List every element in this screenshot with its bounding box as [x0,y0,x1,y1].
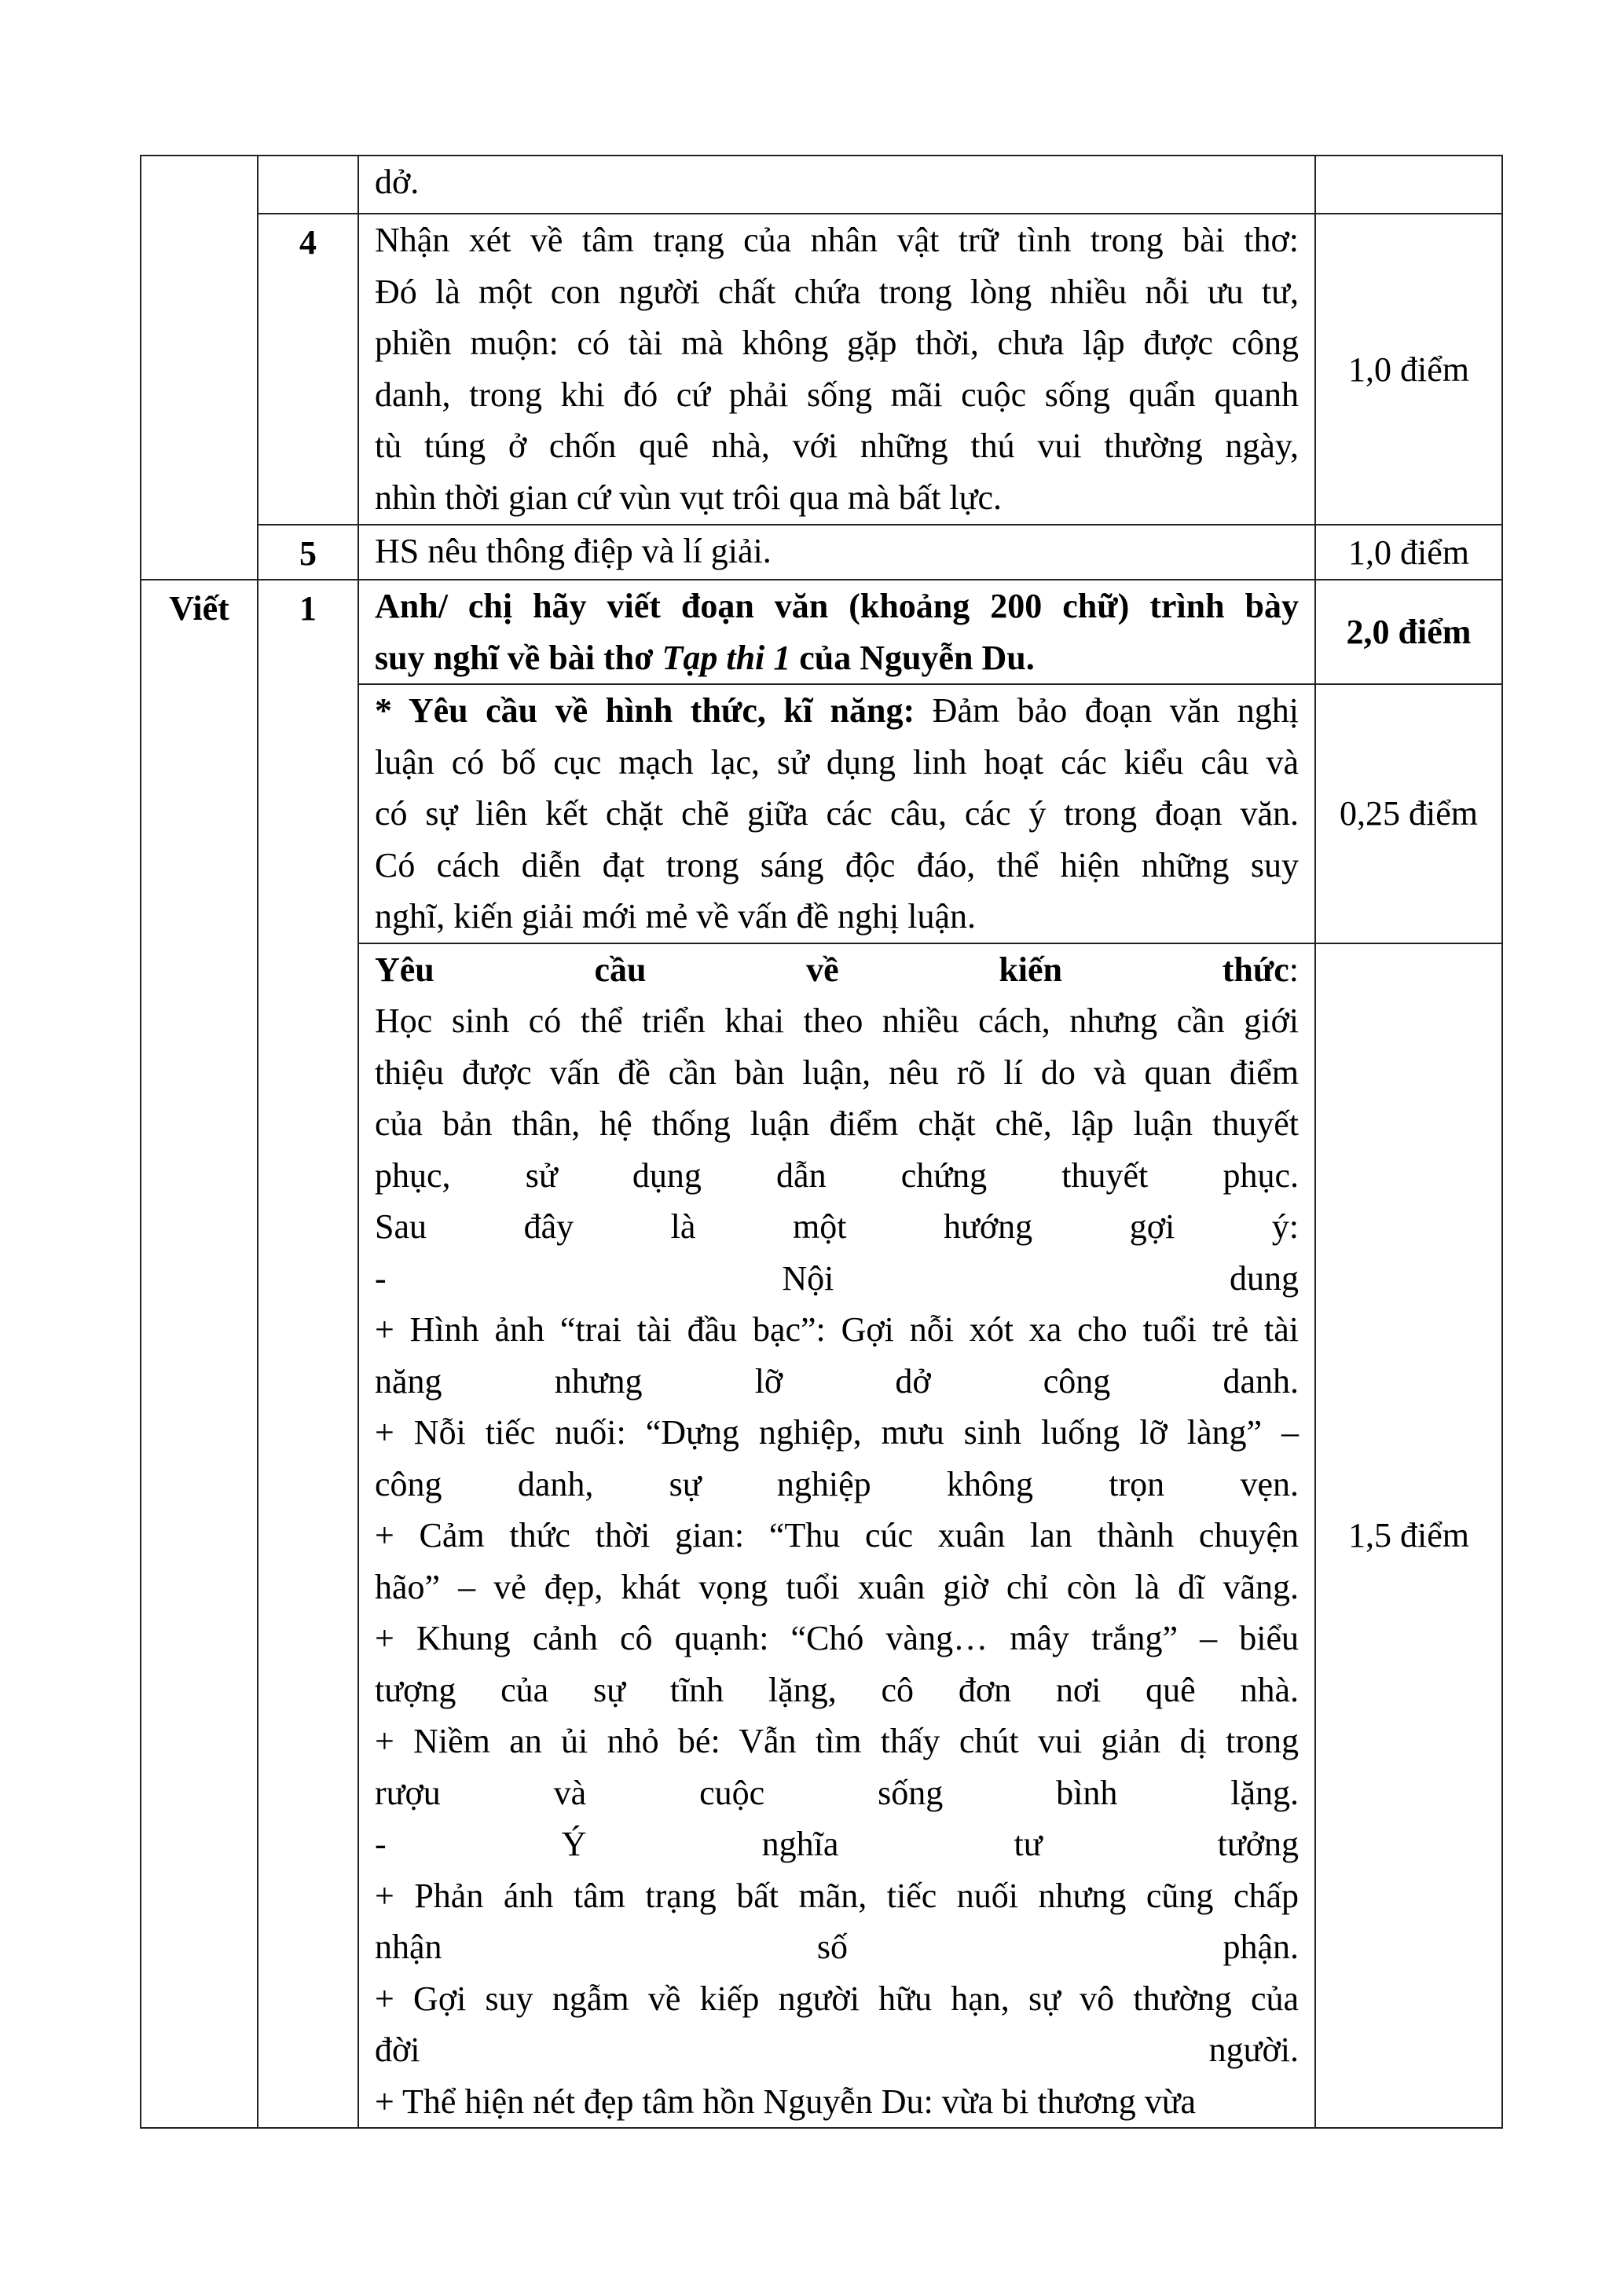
answer-line [375,1201,1299,1253]
table-row [141,580,1502,684]
answer-line [375,1562,1299,1613]
question-number: 1 [258,580,358,2128]
text-segment: Yêu cầu về kiến thức [375,950,1289,989]
text-segment: công danh, sự nghiệp không trọn vẹn. [375,1464,1299,1503]
text-segment: của Nguyễn Du. [790,638,1035,677]
text-segment: năng nhưng lỡ dở công danh. [375,1361,1299,1401]
answer-line [375,472,1299,524]
text-segment: + Nỗi tiếc nuối: “Dựng nghiệp, mưu sinh luống lỡ làng” – [375,1413,1299,1452]
text-segment: đời người. [375,2031,1299,2069]
text-segment: phiền muộn: có tài mà không gặp thời, chưa lập được công [375,324,1299,362]
text-segment: + Khung cảnh cô quạnh: “Chó vàng… mây trắng” – biểu [375,1619,1299,1657]
text-segment: của bản thân, hệ thống luận điểm chặt chẽ, lập luận thuyết [375,1104,1299,1143]
text-segment: suy nghĩ về bài thơ [375,638,662,677]
text-segment: Tạp thi 1 [662,638,791,677]
answer-line [375,369,1299,421]
question-number: 5 [258,525,358,580]
text-segment: - Nội dung [375,1258,1299,1298]
score-cell: 2,0 điểm [1315,580,1502,684]
answer-line [375,1407,1299,1459]
text-segment: rượu và cuộc sống bình lặng. [375,1773,1299,1812]
score-cell: 0,25 điểm [1315,684,1502,943]
text-segment: Học sinh có thể triển khai theo nhiều cách, nhưng cần giới [375,1002,1299,1040]
text-segment: danh, trong khi đó cứ phải sống mãi cuộc sống quẩn quanh [375,375,1299,414]
answer-line [375,317,1299,369]
answer-line [375,1304,1299,1356]
text-segment: Có cách diễn đạt trong sáng độc đáo, thể hiện những suy [375,845,1299,884]
question-number [258,156,358,214]
answer-line [375,2076,1299,2128]
text-segment: - Ý nghĩa tư tưởng [375,1825,1299,1863]
answer-line [375,1767,1299,1819]
answer-content [358,156,1315,214]
answer-line [375,891,1299,943]
score-cell: 1,5 điểm [1315,943,1502,2129]
section-cell [141,156,258,580]
answer-line [375,1613,1299,1664]
text-segment: tượng của sự tĩnh lặng, cô đơn nơi quê nhà. [375,1670,1299,1709]
grading-table [140,155,1503,2129]
text-segment: + Cảm thức thời gian: “Thu cúc xuân lan thành chuyện [375,1516,1299,1554]
text-segment: nhìn thời gian cứ vùn vụt trôi qua mà bất lực. [375,478,1003,517]
answer-line [375,580,1299,632]
section-cell: Viết [141,580,258,2128]
question-number: 4 [258,214,358,525]
text-segment: nhận số phận. [375,1928,1299,1966]
text-segment: dở. [375,163,420,201]
answer-line [375,214,1299,266]
answer-line [375,995,1299,1047]
answer-line [375,632,1299,684]
answer-content [358,214,1315,525]
text-segment: thiệu được vấn đề cần bàn luận, nêu rõ lí do và quan điểm [375,1053,1299,1092]
answer-line [375,2024,1299,2076]
score-cell: 1,0 điểm [1315,525,1502,580]
answer-line [375,1818,1299,1870]
text-segment: Đó là một con người chất chứa trong lòng nhiều nỗi ưu tư, [375,272,1299,311]
table-row [141,214,1502,525]
answer-line [375,1921,1299,1973]
text-segment: + Thể hiện nét đẹp tâm hồn Nguyễn Du: vừa bi thương vừa [375,2082,1197,2121]
answer-line [375,737,1299,789]
answer-line [375,840,1299,892]
text-segment: * Yêu cầu về hình thức, kĩ năng: [375,691,915,730]
score-cell: 1,0 điểm [1315,214,1502,525]
answer-line [375,944,1299,996]
text-segment: + Niềm an ủi nhỏ bé: Vẫn tìm thấy chút vui giản dị trong [375,1722,1299,1760]
text-segment: hão” – vẻ đẹp, khát vọng tuổi xuân giờ chỉ còn là dĩ vãng. [375,1567,1299,1606]
text-segment: Anh/ chị hãy viết đoạn văn (khoảng 200 chữ) trình bày [375,587,1299,625]
answer-line [375,685,1299,737]
answer-line [375,1356,1299,1408]
table-row [141,156,1502,214]
answer-line [375,1510,1299,1562]
answer-line [375,420,1299,472]
text-segment: + Hình ảnh “trai tài đầu bạc”: Gợi nỗi xót xa cho tuổi trẻ tài [375,1310,1299,1349]
text-segment: + Phản ánh tâm trạng bất mãn, tiếc nuối nhưng cũng chấp [375,1876,1299,1915]
answer-line [375,1870,1299,1922]
text-segment: nghĩ, kiến giải mới mẻ về vấn đề nghị luận. [375,897,976,936]
text-segment: + Gợi suy ngẫm về kiếp người hữu hạn, sự vô thường của [375,1979,1299,2018]
text-segment: Đảm bảo đoạn văn nghị [915,691,1299,730]
answer-line [375,1716,1299,1767]
answer-line [375,1253,1299,1305]
text-segment: HS nêu thông điệp và lí giải. [375,532,772,570]
grading-table-body [141,156,1502,2128]
text-segment: có sự liên kết chặt chẽ giữa các câu, các ý trong đoạn văn. [375,794,1299,833]
answer-line [375,1459,1299,1511]
answer-line [375,1047,1299,1099]
answer-content [358,684,1315,943]
answer-content [358,525,1315,580]
answer-line [375,1664,1299,1716]
table-row [141,525,1502,580]
answer-content [358,580,1315,684]
answer-content [358,943,1315,2129]
text-segment: Sau đây là một hướng gợi ý: [375,1207,1299,1246]
score-cell [1315,156,1502,214]
answer-line [375,1973,1299,2025]
answer-line [375,156,1299,208]
answer-line [375,266,1299,318]
text-segment: luận có bố cục mạch lạc, sử dụng linh hoạt các kiểu câu và [375,742,1299,782]
text-segment: Nhận xét về tâm trạng của nhân vật trữ tình trong bài thơ: [375,221,1299,259]
answer-line [375,788,1299,840]
text-segment: tù túng ở chốn quê nhà, với những thú vui thường ngày, [375,427,1299,465]
answer-line [375,1150,1299,1202]
answer-line [375,1098,1299,1150]
answer-line [375,525,1299,577]
text-segment: : [1289,950,1299,989]
text-segment: phục, sử dụng dẫn chứng thuyết phục. [375,1155,1299,1195]
